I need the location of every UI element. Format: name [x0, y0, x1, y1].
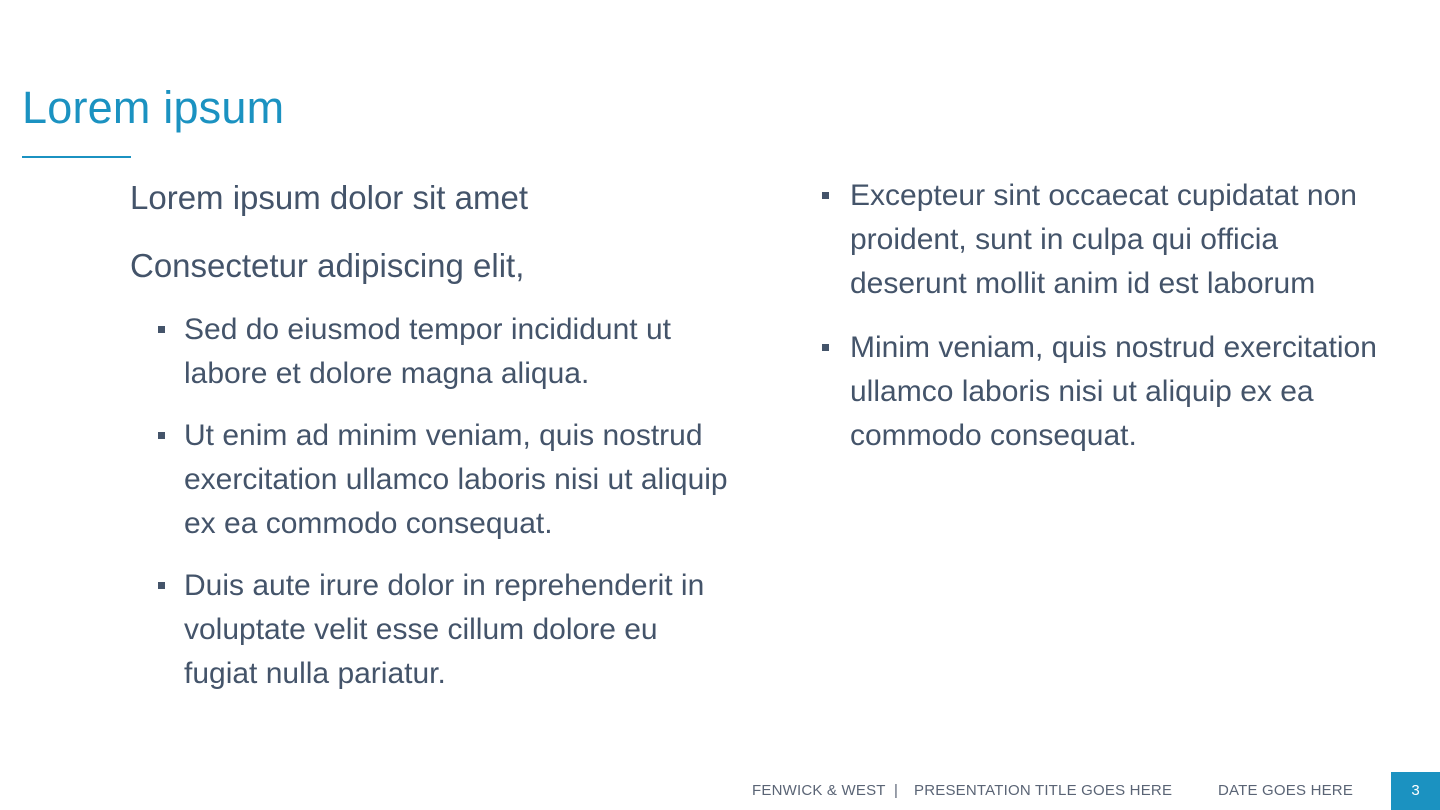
- square-bullet-icon: [822, 344, 829, 351]
- bullet-text: Minim veniam, quis nostrud exercitation ullamco laboris nisi ut aliquip ex ea commodo consequat.: [850, 331, 1377, 452]
- bullet-text: Duis aute irure dolor in reprehenderit in voluptate velit esse cillum dolore eu fugiat nulla pariatur.: [184, 569, 705, 690]
- left-text-column: [130, 176, 730, 714]
- square-bullet-icon: [158, 582, 165, 589]
- square-bullet-icon: [822, 192, 829, 199]
- bullet-text: Sed do eiusmod tempor incididunt ut labore et dolore magna aliqua.: [184, 313, 671, 390]
- bullet-item: [158, 414, 730, 546]
- left-bullet-list: [158, 308, 730, 696]
- bullet-item: [822, 326, 1402, 458]
- right-text-column: [822, 174, 1402, 478]
- footer-presentation-title: PRESENTATION TITLE GOES HERE: [914, 782, 1173, 799]
- slide-footer: [0, 772, 1440, 810]
- square-bullet-icon: [158, 432, 165, 439]
- bullet-item: [822, 174, 1402, 306]
- page-number-badge: [1391, 772, 1440, 810]
- bullet-text: Excepteur sint occaecat cupidatat non proident, sunt in culpa qui officia deserunt mollit anim id est laborum: [850, 179, 1357, 300]
- left-paragraph-1: Lorem ipsum dolor sit amet: [130, 179, 528, 216]
- page-number: 3: [1411, 782, 1420, 799]
- title-underline: [22, 156, 131, 158]
- slide-title: Lorem ipsum: [22, 82, 285, 133]
- bullet-item: [158, 308, 730, 396]
- left-paragraph-2: Consectetur adipiscing elit,: [130, 247, 525, 284]
- bullet-item: [158, 564, 730, 696]
- right-bullet-list: [822, 174, 1402, 458]
- bullet-text: Ut enim ad minim veniam, quis nostrud exercitation ullamco laboris nisi ut aliquip ex ea commodo consequat.: [184, 419, 728, 540]
- footer-firm-name: FENWICK & WEST: [752, 782, 886, 799]
- footer-separator: |: [894, 782, 899, 799]
- square-bullet-icon: [158, 326, 165, 333]
- footer-date: DATE GOES HERE: [1218, 782, 1354, 799]
